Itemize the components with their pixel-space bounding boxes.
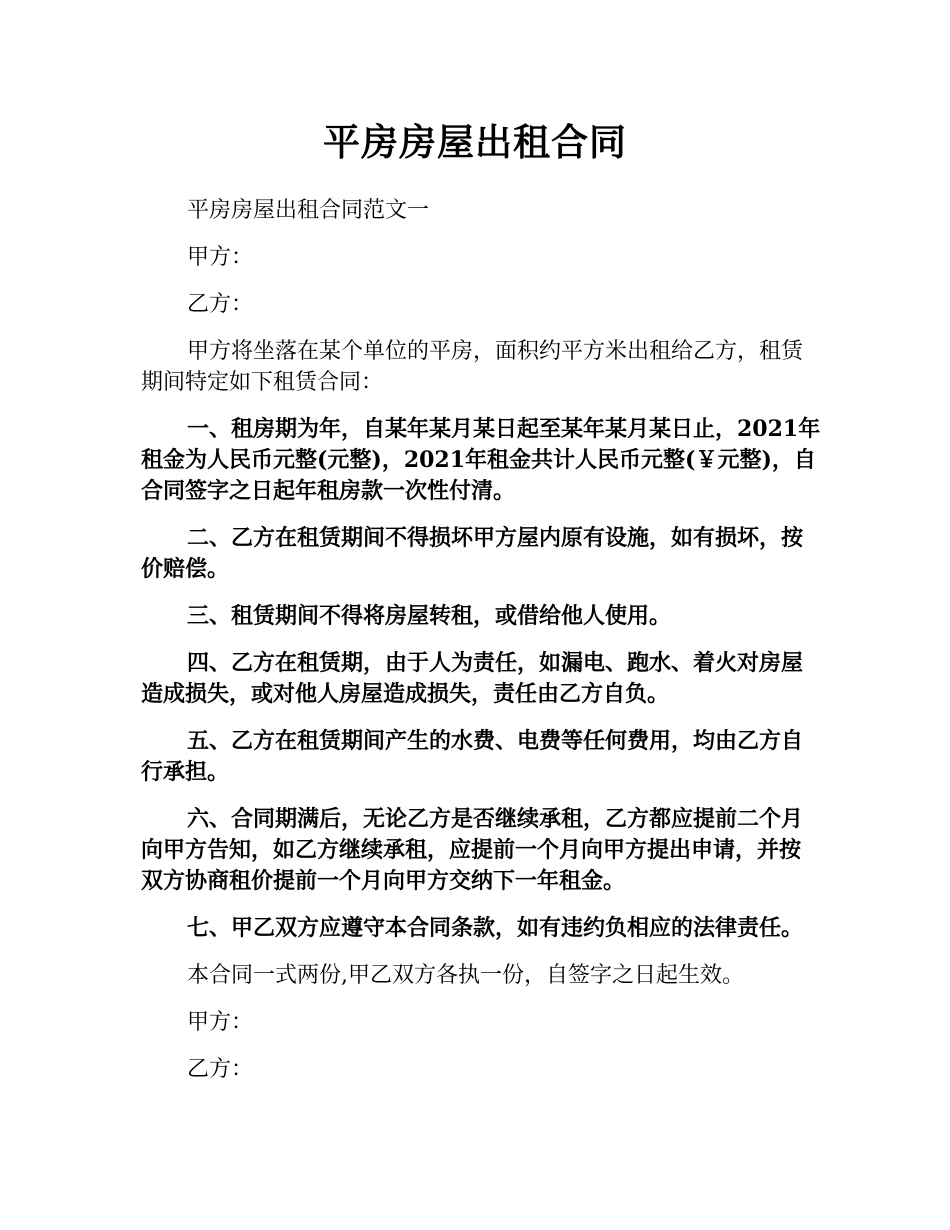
party-a-label: 甲方： [187, 245, 254, 270]
clause-3: 三、租赁期间不得将房屋转租，或借给他人使用。 [187, 603, 672, 629]
clause-2: 二、乙方在租赁期间不得损坏甲方屋内原有设施，如有损坏，按价赔偿。 [141, 525, 804, 582]
signature-party-b: 乙方： [187, 1057, 254, 1082]
clause-4: 四、乙方在租赁期，由于人为责任，如漏电、跑水、着火对房屋造成损失，或对他人房屋造成损失，责任由乙方自负。 [141, 650, 804, 707]
signature-party-a: 甲方： [187, 1010, 254, 1035]
clause-6: 六、合同期满后，无论乙方是否继续承租，乙方都应提前二个月向甲方告知，如乙方继续承租，应提前一个月向甲方提出申请，并按双方协商租价提前一个月向甲方交纳下一年租金。 [141, 806, 804, 894]
clause-1: 一、租房期为年，自某年某月某日起至某年某月某日止，2021年租金为人民币元整(元整)，2021年租金共计人民币元整(￥元整)，自合同签字之日起年租房款一次性付清。 [141, 416, 821, 504]
clause-5: 五、乙方在租赁期间产生的水费、电费等任何费用，均由乙方自行承担。 [141, 728, 804, 785]
document-title: 平房房屋出租合同 [323, 120, 627, 164]
intro-heading: 平房房屋出租合同范文一 [187, 198, 430, 223]
closing-statement: 本合同一式两份,甲乙双方各执一份，自签字之日起生效。 [187, 963, 744, 988]
document-body [141, 195, 821, 1101]
clause-7: 七、甲乙双方应遵守本合同条款，如有违约负相应的法律责任。 [187, 915, 804, 941]
party-b-label: 乙方： [187, 292, 254, 317]
contract-intro: 甲方将坐落在某个单位的平房，面积约平方米出租给乙方，租赁期间特定如下租赁合同： [141, 339, 804, 395]
